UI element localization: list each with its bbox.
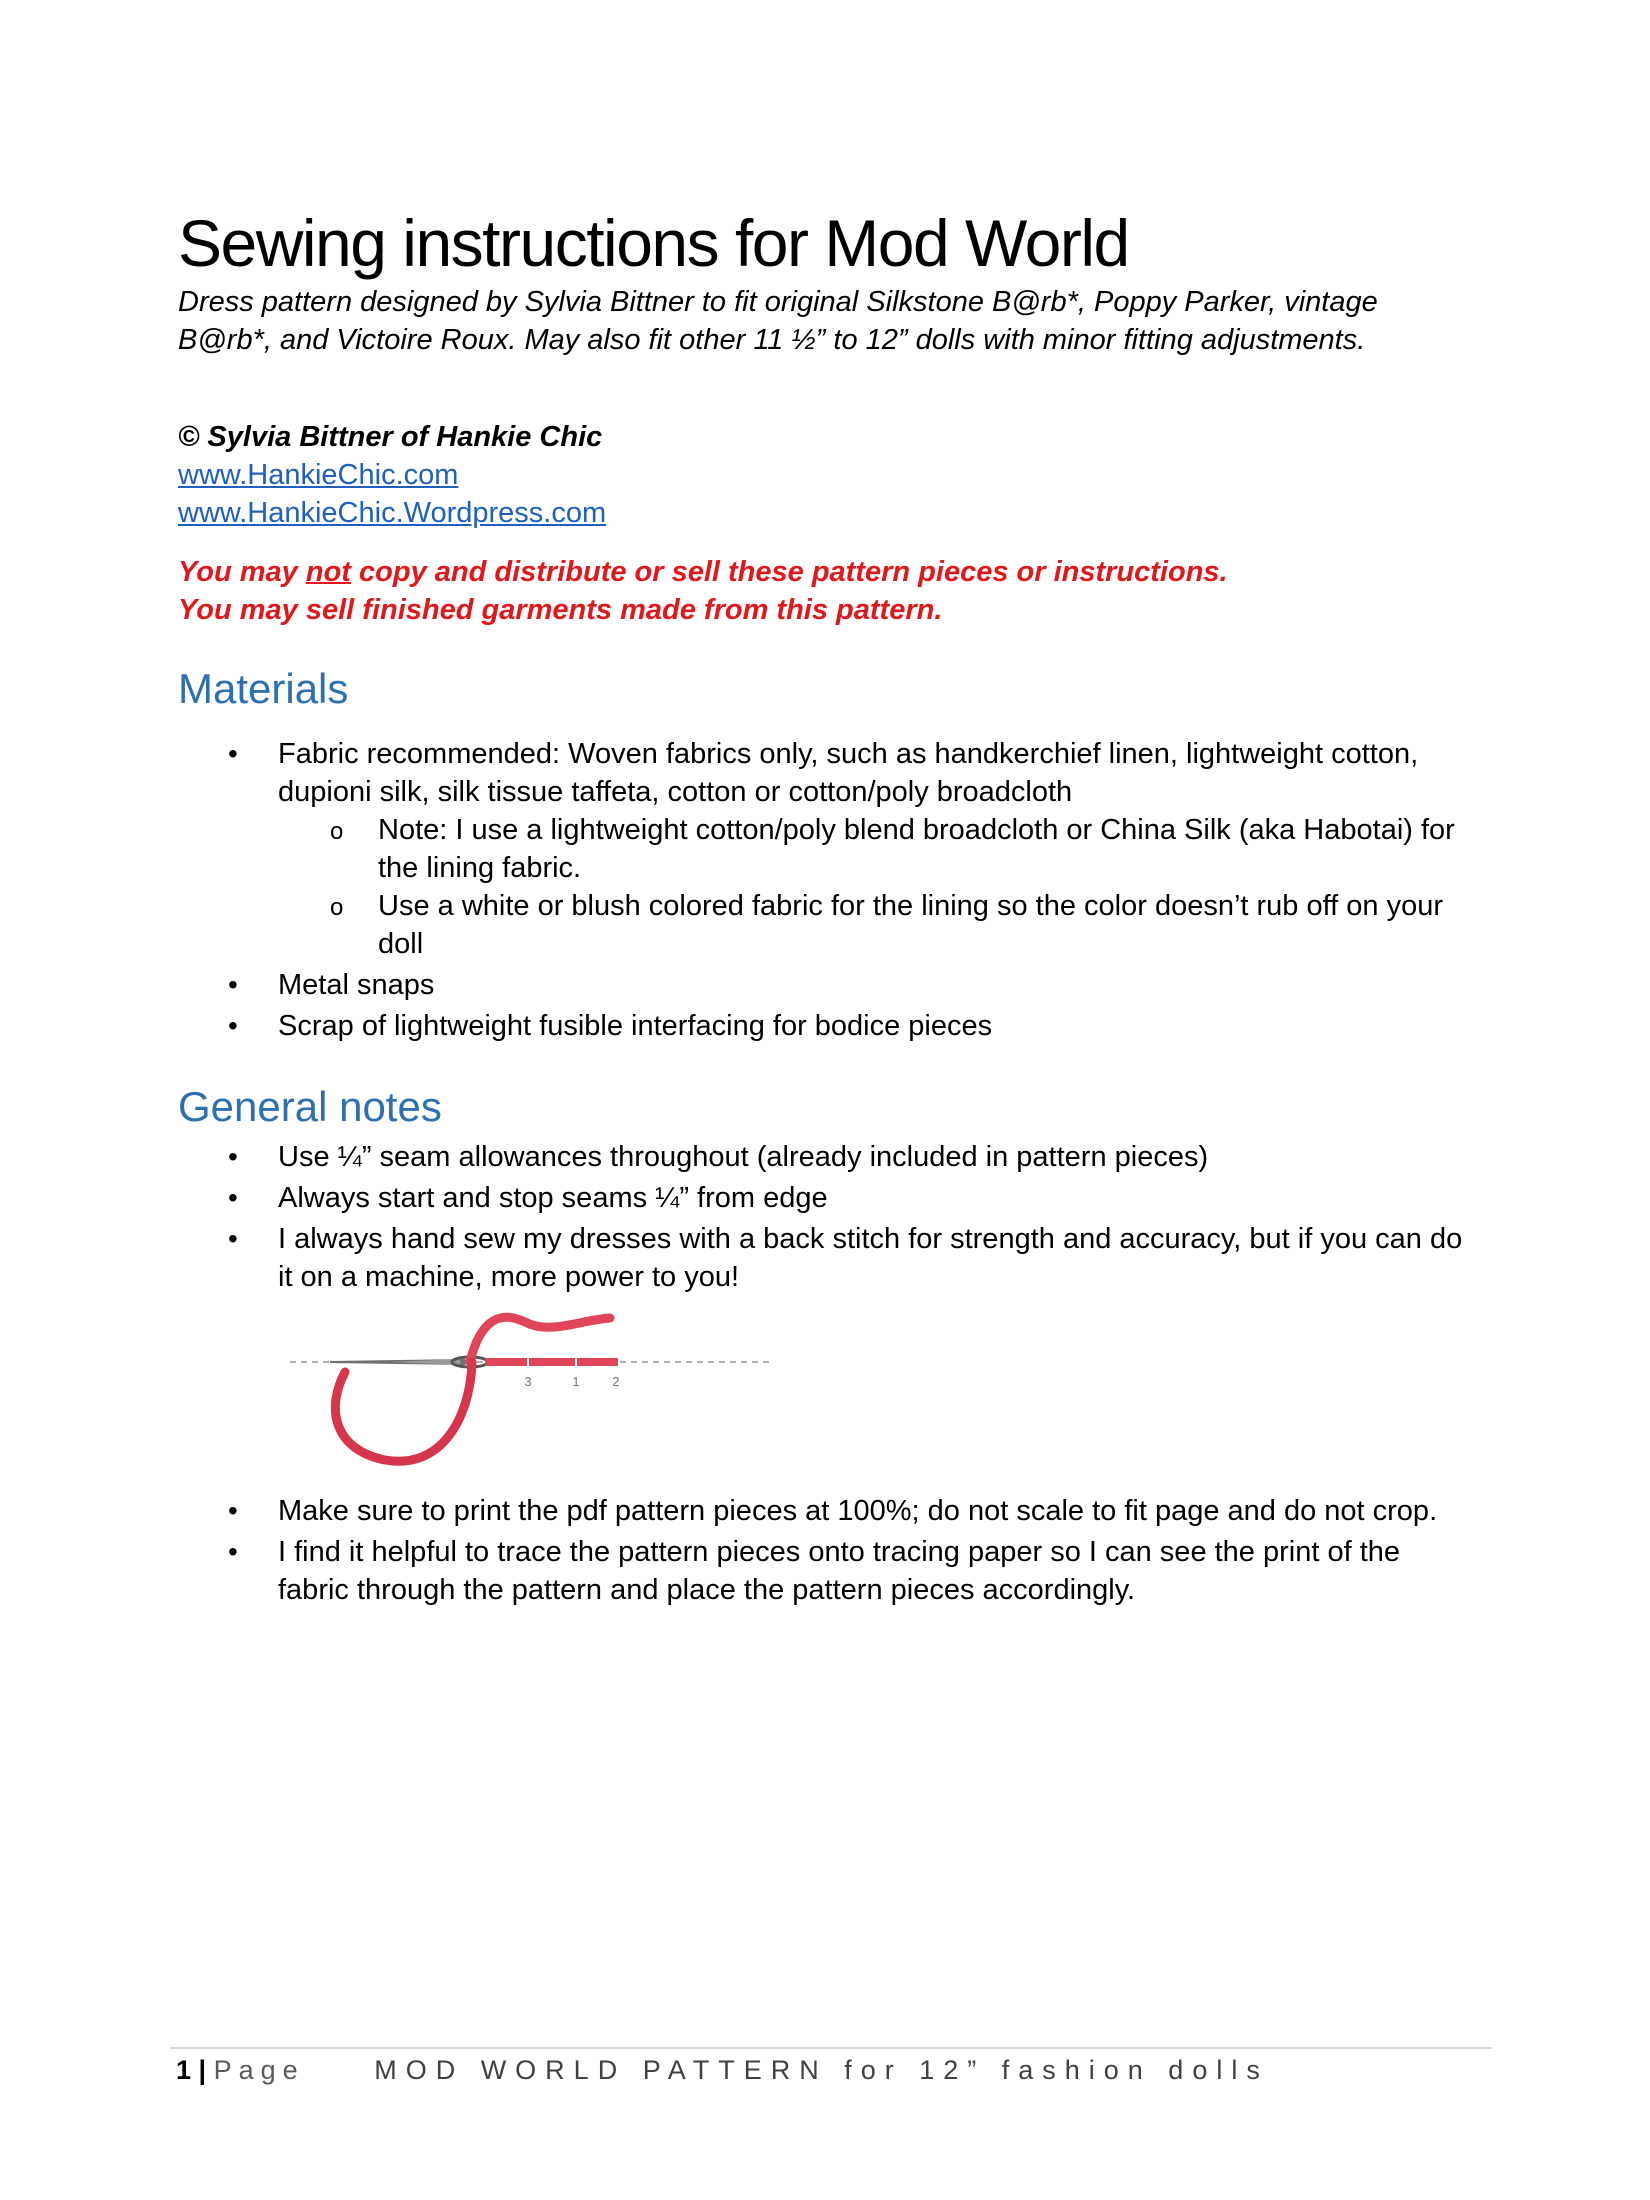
sell-permission: You may sell finished garments made from this pattern. bbox=[178, 594, 943, 626]
running-title: MOD WORLD PATTERN for 12” fashion dolls bbox=[374, 2055, 1269, 2085]
list-item bbox=[178, 735, 1478, 963]
list-item: • Metal snaps bbox=[178, 966, 1478, 1004]
sub-list bbox=[278, 811, 1478, 963]
blog-link[interactable]: www.HankieChic.Wordpress.com bbox=[178, 497, 607, 529]
footer-divider bbox=[170, 2047, 1492, 2049]
backstitch-illustration bbox=[290, 1300, 770, 1475]
warning-text: copy and distribute or sell these pattern pieces or instructions. bbox=[350, 556, 1228, 588]
sub-list-item: o Use a white or blush colored fabric for the lining so the color doesn’t rub off on your doll bbox=[278, 887, 1478, 963]
materials-list bbox=[178, 735, 1478, 1048]
list-item: • Use ¼” seam allowances throughout (already included in pattern pieces) bbox=[178, 1138, 1478, 1176]
sub-list-item: o Note: I use a lightweight cotton/poly blend broadcloth or China Silk (aka Habotai) for the lining fabric. bbox=[278, 811, 1478, 887]
general-notes-heading: General notes bbox=[178, 1083, 442, 1130]
list-item: • Always start and stop seams ¼” from edge bbox=[178, 1179, 1478, 1217]
stitch-label: 3 bbox=[524, 1374, 532, 1389]
page-number: 1 bbox=[176, 2055, 192, 2085]
page-word: Page bbox=[213, 2055, 305, 2085]
page-title: Sewing instructions for Mod World bbox=[178, 206, 1129, 280]
list-item: • Make sure to print the pdf pattern pieces at 100%; do not scale to fit page and do not crop. bbox=[178, 1492, 1478, 1530]
list-item: • Scrap of lightweight fusible interfacing for bodice pieces bbox=[178, 1007, 1478, 1045]
copyright-line: © Sylvia Bittner of Hankie Chic bbox=[178, 421, 603, 453]
warning-emphasis: not bbox=[305, 556, 351, 588]
subtitle: Dress pattern designed by Sylvia Bittner to fit original Silkstone B@rb*, Poppy Parker, vintage B@rb*, and Victoire Roux. May also fit other 11 ½” to 12” dolls with minor fitting adjustments. bbox=[178, 286, 1378, 356]
warning-text: You may bbox=[178, 556, 306, 588]
general-notes-list bbox=[178, 1138, 1478, 1299]
thread-loop bbox=[335, 1362, 472, 1461]
thread-top bbox=[470, 1317, 610, 1362]
list-item: • I always hand sew my dresses with a back stitch for strength and accuracy, but if you can do it on a machine, more power to you! bbox=[178, 1220, 1478, 1296]
page-footer bbox=[176, 2053, 1269, 2087]
materials-heading: Materials bbox=[178, 665, 349, 712]
general-notes-list-continued bbox=[178, 1492, 1478, 1612]
website-link[interactable]: www.HankieChic.com bbox=[178, 459, 459, 491]
list-item-text: Fabric recommended: Woven fabrics only, such as handkerchief linen, lightweight cotton, dupioni silk, silk tissue taffeta, cotton or cotton/poly broadcloth bbox=[278, 738, 1419, 808]
copy-warning bbox=[178, 553, 1228, 591]
list-item: • I find it helpful to trace the pattern pieces onto tracing paper so I can see the print of the fabric through the pattern and place the pattern pieces accordingly. bbox=[178, 1533, 1478, 1609]
footer-separator: | bbox=[198, 2055, 207, 2085]
stitch-label: 2 bbox=[612, 1374, 620, 1389]
stitch-label: 1 bbox=[572, 1374, 580, 1389]
